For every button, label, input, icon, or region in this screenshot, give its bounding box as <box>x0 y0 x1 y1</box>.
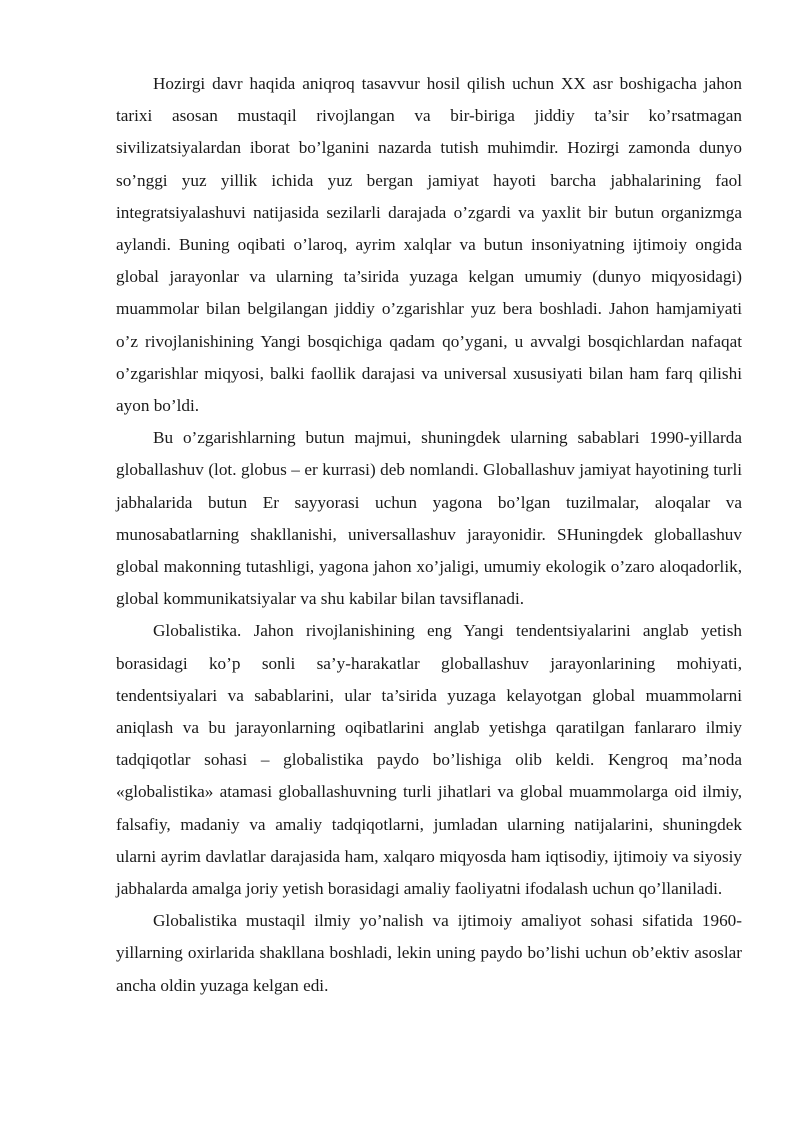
paragraph-4: Globalistika mustaqil ilmiy yo’nalish va ijtimoiy amaliyot sohasi sifatida 1960-yillarning oxirlarida shakllana boshladi, lekin uning paydo bo’lishi uchun ob’ektiv asoslar ancha oldin yuzaga kelgan edi. <box>116 911 742 995</box>
paragraph-2: Bu o’zgarishlarning butun majmui, shuningdek ularning sabablari 1990-yillarda globallashuv (lot. globus – er kurrasi) deb nomlandi. Globallashuv jamiyat hayotining turli jabhalarida butun Er sayyorasi uchun yagona bo’lgan tuzilmalar, aloqalar va munosabatlarning shakllanishi, universallashuv jarayonidir. SHuningdek globallashuv global makonning tutashligi, yagona jahon xo’jaligi, umumiy ekologik o’zaro aloqadorlik, global kommunikatsiyalar va shu kabilar bilan tavsiflanadi. <box>116 428 742 609</box>
paragraph-3: Globalistika. Jahon rivojlanishining eng Yangi tendentsiyalarini anglab yetish borasidagi ko’p sonli sa’y-harakatlar globallashuv jarayonlarining mohiyati, tendentsiyalari va sabablarini, ular ta’sirida yuzaga kelayotgan global muammolarni aniqlash va bu jarayonlarning oqibatlarini anglab yetishga qaratilgan fanlararo ilmiy tadqiqotlar sohasi – globalistika paydo bo’lishiga olib keldi. Kengroq ma’noda «globalistika» atamasi globallashuvning turli jihatlari va global muammolarga oid ilmiy, falsafiy, madaniy va amaliy tadqiqotlarni, jumladan ularning natijalarini, shuningdek ularni ayrim davlatlar darajasida ham, xalqaro miqyosda ham iqtisodiy, ijtimoiy va siyosiy jabhalarda amalga joriy yetish borasidagi amaliy faoliyatni ifodalash uchun qo’llaniladi. <box>116 621 742 899</box>
paragraph-1: Hozirgi davr haqida aniqroq tasavvur hosil qilish uchun XX asr boshigacha jahon tarixi asosan mustaqil rivojlangan va bir-biriga jiddiy ta’sir ko’rsatmagan sivilizatsiyalardan iborat bo’lganini nazarda tutish muhimdir. Hozirgi zamonda dunyo so’nggi yuz yillik ichida yuz bergan jamiyat hayoti barcha jabhalarining faol integratsiyalashuvi natijasida sezilarli darajada o’zgardi va yaxlit bir butun organizmga aylandi. Buning oqibati o’laroq, ayrim xalqlar va butun insoniyatning ijtimoiy ongida global jarayonlar va ularning ta’sirida yuzaga kelgan umumiy (dunyo miqyosidagi) muammolar bilan belgilangan jiddiy o’zgarishlar yuz bera boshladi. Jahon hamjamiyati o’z rivojlanishining Yangi bosqichiga qadam qo’ygani, u avvalgi bosqichlardan nafaqat o’zgarishlar miqyosi, balki faollik darajasi va universal xususiyati bilan ham farq qilishi ayon bo’ldi. <box>116 74 742 416</box>
document-page <box>116 68 742 1002</box>
